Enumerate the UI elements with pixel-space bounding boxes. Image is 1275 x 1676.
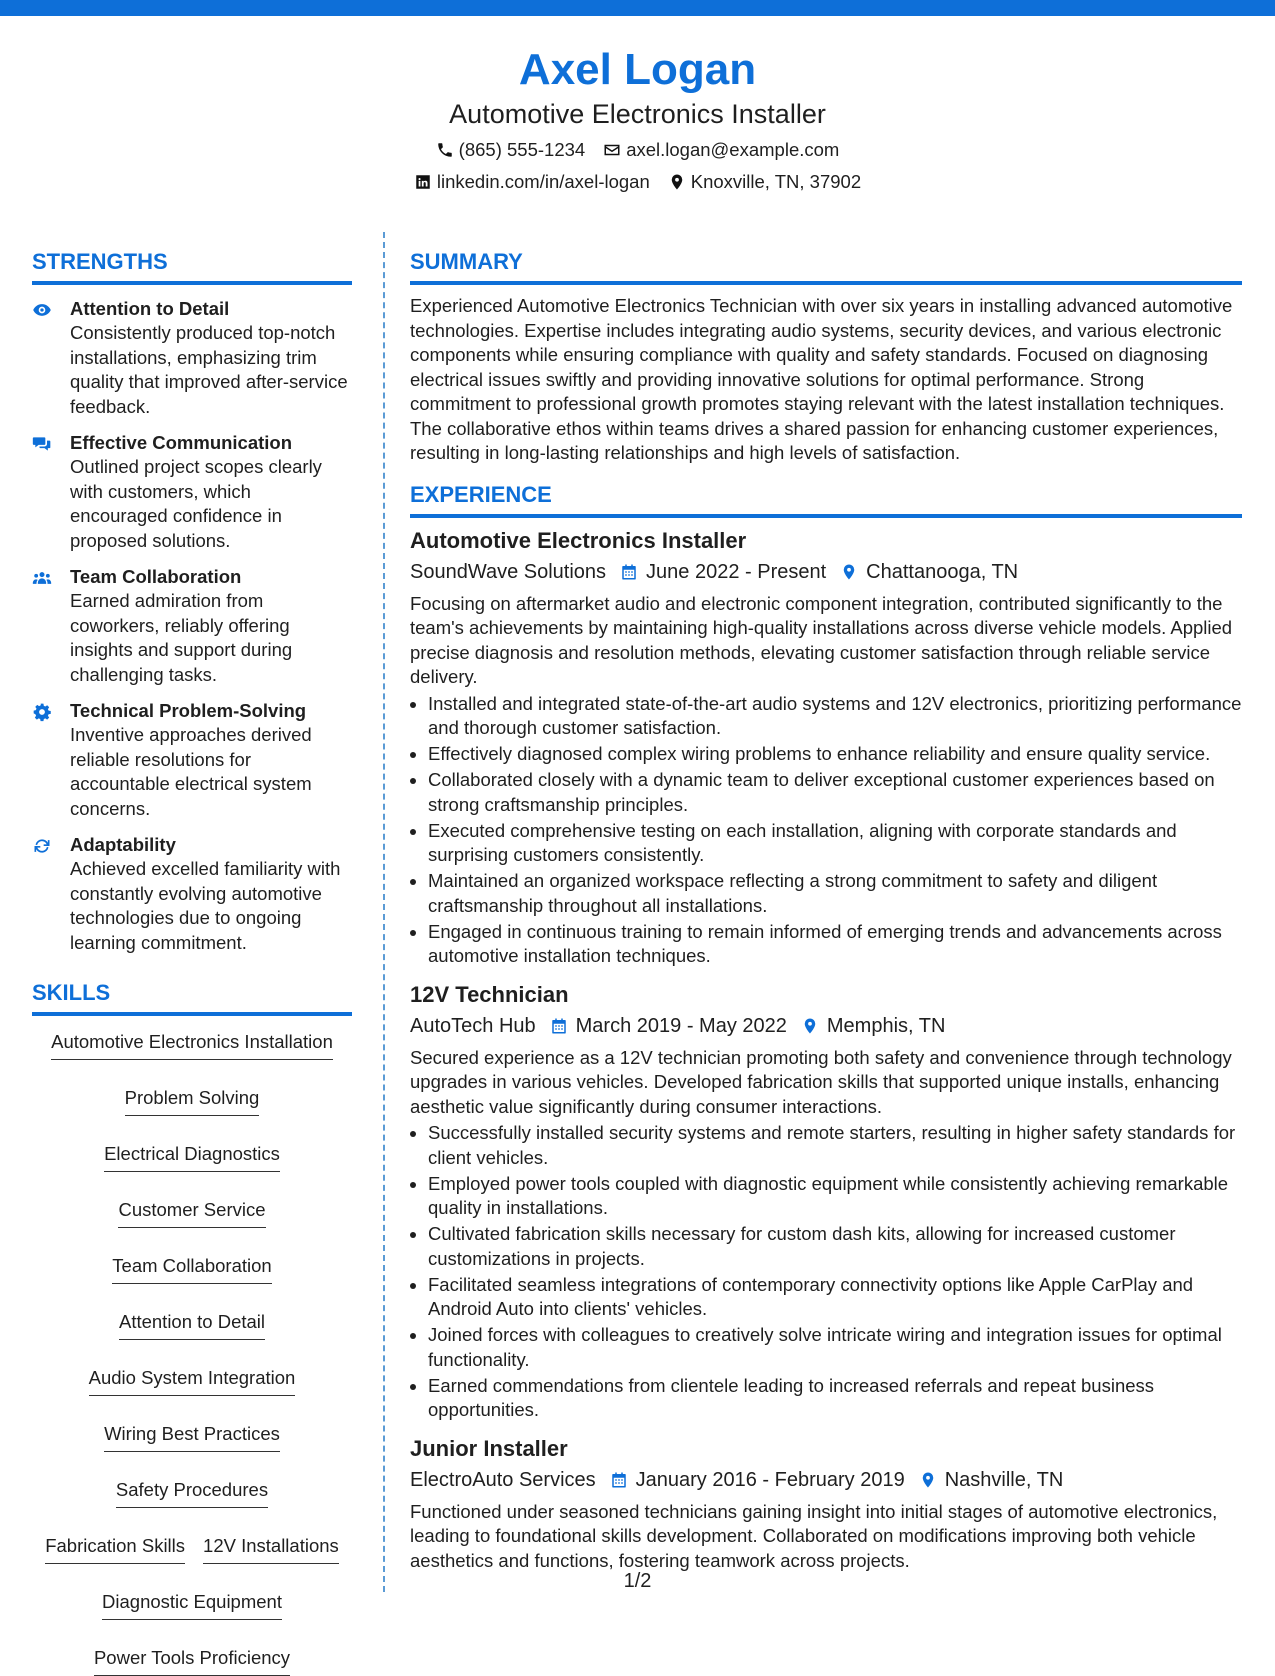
- right-column: [410, 248, 1242, 1573]
- job-dates: June 2022 - Present: [646, 560, 827, 583]
- skill-tag: Attention to Detail: [119, 1310, 265, 1340]
- job-bullets: [410, 1121, 1242, 1423]
- map-pin-icon: [919, 1470, 937, 1490]
- email-contact[interactable]: [603, 138, 839, 162]
- strength-item: [32, 565, 352, 687]
- candidate-name: Axel Logan: [518, 45, 757, 94]
- strength-title: Attention to Detail: [70, 298, 230, 319]
- skill-tag: Power Tools Proficiency: [94, 1646, 290, 1676]
- bullet-item: • Employed power tools coupled with diagnostic equipment while consistently achieving remarkable quality in installations.: [428, 1172, 1242, 1221]
- eye-icon: [32, 300, 52, 320]
- job-company: AutoTech Hub: [410, 1014, 536, 1037]
- strength-desc: Earned admiration from coworkers, reliably offering insights and support during challenging tasks.: [70, 590, 293, 685]
- job-entry: [410, 527, 1242, 969]
- strength-title: Effective Communication: [70, 432, 293, 453]
- bullet-item: • Engaged in continuous training to remain informed of emerging trends and advancements across automotive installation techniques.: [428, 920, 1242, 969]
- job-meta: [410, 1012, 1242, 1040]
- job-location: Chattanooga, TN: [866, 560, 1019, 583]
- calendar-icon: [610, 1470, 628, 1490]
- job-dates: January 2016 - February 2019: [635, 1468, 905, 1491]
- resume-header: [0, 40, 1275, 194]
- page-number: 1/2: [623, 1570, 652, 1592]
- job-bullets: [410, 692, 1242, 969]
- location-contact: [668, 170, 861, 194]
- skill-tag: Automotive Electronics Installation: [51, 1030, 333, 1060]
- skill-tag: Team Collaboration: [112, 1254, 271, 1284]
- bullet-item: • Earned commendations from clientele leading to increased referrals and repeat business opportunities.: [428, 1374, 1242, 1423]
- job-description: Secured experience as a 12V technician promoting both safety and convenience through technology upgrades in various vehicles. Developed fabrication skills that supported unique installs, enhancing aesthetic value significantly during consumer interactions.: [410, 1046, 1232, 1117]
- map-pin-icon: [801, 1016, 819, 1036]
- job-entry: [410, 981, 1242, 1423]
- experience-heading: EXPERIENCE: [410, 481, 1242, 518]
- skill-tag: Wiring Best Practices: [104, 1422, 280, 1452]
- top-accent-bar: [0, 0, 1275, 16]
- bullet-item: • Maintained an organized workspace reflecting a strong commitment to safety and diligent craftsmanship throughout all installations.: [428, 869, 1242, 918]
- skill-tag: Diagnostic Equipment: [102, 1590, 282, 1620]
- strength-title: Adaptability: [70, 834, 176, 855]
- strength-desc: Inventive approaches derived reliable resolutions for accountable electrical system concerns.: [70, 724, 312, 819]
- bullet-item: • Cultivated fabrication skills necessary for custom dash kits, allowing for increased customer customizations in projects.: [428, 1222, 1242, 1271]
- job-description: Functioned under seasoned technicians gaining insight into initial stages of automotive electronics, leading to foundational skills development. Collaborated on modifications improving both vehicle aesthetics and functions, fostering teamwork across projects.: [410, 1500, 1218, 1571]
- strength-item: [32, 699, 352, 821]
- email-text: axel.logan@example.com: [626, 139, 840, 160]
- summary-heading: SUMMARY: [410, 248, 1242, 285]
- job-meta: [410, 1466, 1242, 1494]
- left-column: [32, 248, 352, 1676]
- skill-tag: Audio System Integration: [89, 1366, 296, 1396]
- job-meta: [410, 558, 1242, 586]
- job-dates: March 2019 - May 2022: [575, 1014, 787, 1037]
- sync-icon: [32, 836, 52, 856]
- job-title: 12V Technician: [410, 981, 569, 1007]
- skill-tag: Electrical Diagnostics: [104, 1142, 280, 1172]
- linkedin-contact[interactable]: [414, 170, 650, 194]
- linkedin-icon: [414, 173, 432, 191]
- bullet-item: • Collaborated closely with a dynamic team to deliver exceptional customer experiences based on strong craftsmanship principles.: [428, 768, 1242, 817]
- skills-heading: SKILLS: [32, 979, 352, 1016]
- skill-tag: 12V Installations: [203, 1534, 339, 1564]
- skill-tag: Safety Procedures: [116, 1478, 268, 1508]
- strengths-heading: STRENGTHS: [32, 248, 352, 285]
- calendar-icon: [550, 1016, 568, 1036]
- strength-desc: Achieved excelled familiarity with constantly evolving automotive technologies due to ongoing learning commitment.: [70, 858, 341, 953]
- skill-tag: Customer Service: [118, 1198, 265, 1228]
- location-text: Knoxville, TN, 37902: [690, 171, 862, 192]
- bullet-item: • Effectively diagnosed complex wiring problems to enhance reliability and ensure quality service.: [428, 742, 1242, 767]
- job-company: SoundWave Solutions: [410, 560, 607, 583]
- users-icon: [32, 568, 52, 588]
- linkedin-text: linkedin.com/in/axel-logan: [436, 171, 650, 192]
- job-title: Automotive Electronics Installer: [410, 527, 747, 553]
- job-location: Memphis, TN: [826, 1014, 946, 1037]
- contact-row-1: [0, 138, 1275, 162]
- strength-title: Team Collaboration: [70, 566, 242, 587]
- job-entry: [410, 1435, 1242, 1574]
- phone-contact[interactable]: [436, 138, 586, 162]
- skill-tag: Fabrication Skills: [45, 1534, 185, 1564]
- skill-tag: Problem Solving: [125, 1086, 260, 1116]
- phone-text: (865) 555-1234: [458, 139, 586, 160]
- strength-title: Technical Problem-Solving: [70, 700, 307, 721]
- envelope-icon: [603, 141, 621, 159]
- job-location: Nashville, TN: [944, 1468, 1064, 1491]
- contact-row-2: [0, 170, 1275, 194]
- strength-item: [32, 833, 352, 955]
- column-divider: [383, 232, 385, 1592]
- summary-text: Experienced Automotive Electronics Technician with over six years in installing advanced automotive technologies. Expertise includes integrating audio systems, security devices, and various electronic components while ensuring compliance with quality and safety standards. Focused on diagnosing electrical issues swiftly and providing innovative solutions for optimal performance. Strong commitment to professional growth promotes staying relevant with the latest installation techniques. The collaborative ethos within teams drives a shared passion for enhancing customer experiences, resulting in long-lasting relationships and high levels of satisfaction.: [410, 295, 1233, 463]
- strength-desc: Consistently produced top-notch installations, emphasizing trim quality that improved after-service feedback.: [70, 322, 348, 417]
- map-pin-icon: [840, 562, 858, 582]
- calendar-icon: [620, 562, 638, 582]
- candidate-title: Automotive Electronics Installer: [449, 99, 826, 129]
- bullet-item: • Joined forces with colleagues to creatively solve intricate wiring and integration issues for optimal functionality.: [428, 1323, 1242, 1372]
- job-title: Junior Installer: [410, 1435, 568, 1461]
- bullet-item: • Facilitated seamless integrations of contemporary connectivity options like Apple CarPlay and Android Auto into clients' vehicles.: [428, 1273, 1242, 1322]
- map-pin-icon: [668, 173, 686, 191]
- strength-item: [32, 297, 352, 419]
- job-description: Focusing on aftermarket audio and electronic component integration, contributed significantly to the team's achievements by maintaining high-quality installations across diverse vehicle models. Applied precise diagnosis and resolution methods, elevating customer satisfaction through reliable service delivery.: [410, 592, 1233, 687]
- bullet-item: • Installed and integrated state-of-the-art audio systems and 12V electronics, prioritizing performance and thorough customer satisfaction.: [428, 692, 1242, 741]
- bullet-item: • Executed comprehensive testing on each installation, aligning with corporate standards and surprising customers consistently.: [428, 819, 1242, 868]
- comments-icon: [32, 434, 52, 454]
- gear-icon: [32, 702, 52, 722]
- job-company: ElectroAuto Services: [410, 1468, 596, 1491]
- strength-desc: Outlined project scopes clearly with customers, which encouraged confidence in proposed solutions.: [70, 456, 322, 551]
- strength-item: [32, 431, 352, 553]
- phone-icon: [436, 141, 454, 159]
- bullet-item: • Successfully installed security systems and remote starters, resulting in higher safety standards for client vehicles.: [428, 1121, 1242, 1170]
